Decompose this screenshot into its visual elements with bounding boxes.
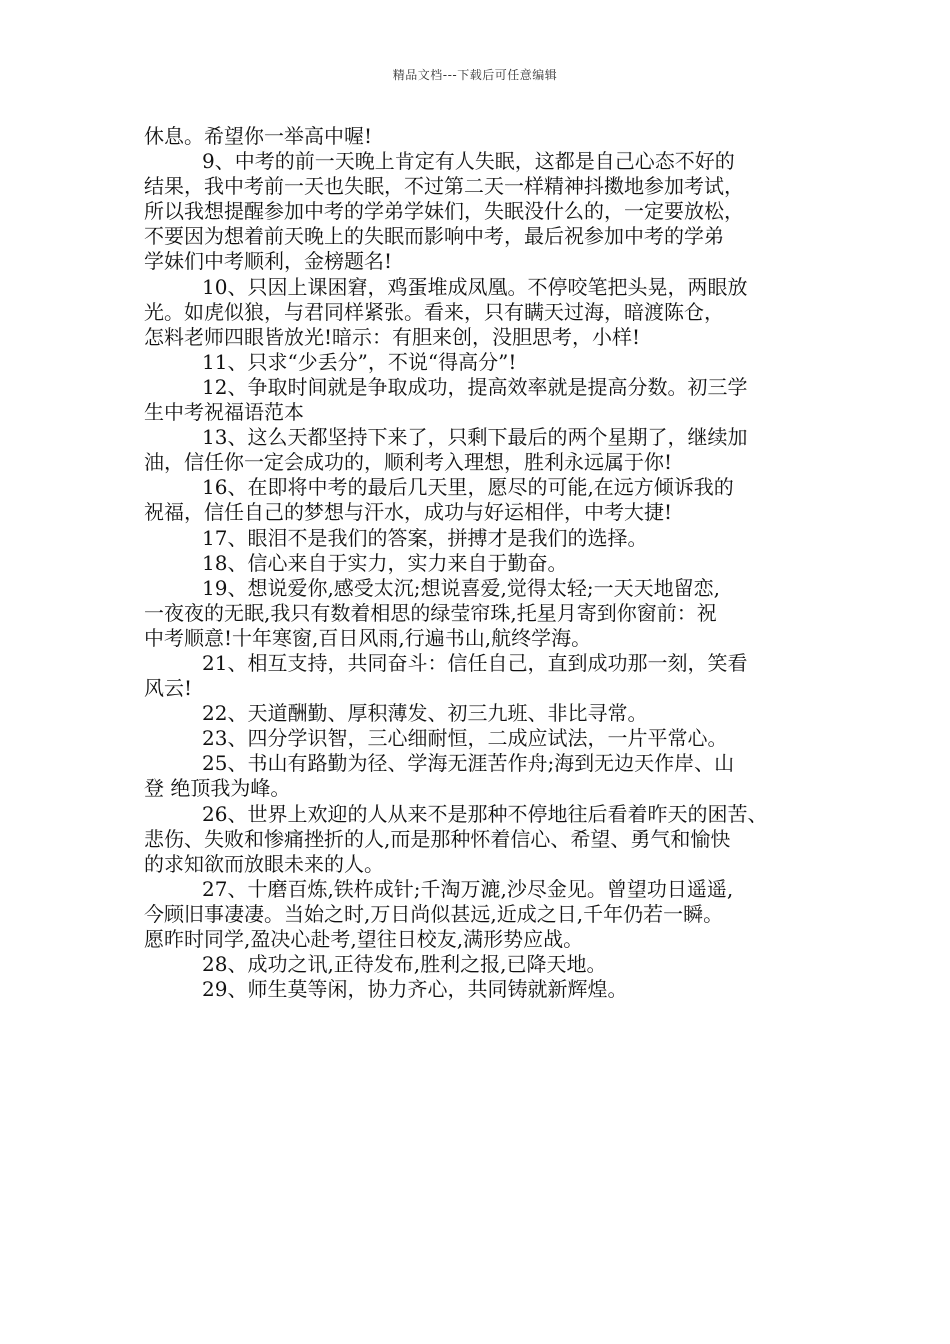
document-body [144,124,814,1002]
text-line: 生中考祝福语范本 [144,400,304,425]
page-header: 精品文档---下载后可任意编辑 [392,68,558,82]
text-line: 17、眼泪不是我们的答案，拼搏才是我们的选择。 [202,525,648,550]
text-line: 的求知欲而放眼未来的人。 [144,851,384,876]
text-line: 19、想说爱你,感受太沉;想说喜爱,觉得太轻;一天天地留恋, [202,575,720,600]
text-line: 16、在即将中考的最后几天里，愿尽的可能,在远方倾诉我的 [202,475,734,500]
text-line: 26、世界上欢迎的人从来不是那种不停地往后看着昨天的困苦、 [202,801,768,826]
text-line: 10、只因上课困窘，鸡蛋堆成凤凰。不停咬笔把头晃，两眼放 [202,274,748,299]
text-line: 11、只求“少丢分”，不说“得高分”! [202,349,517,374]
text-line: 29、师生莫等闲，协力齐心，共同铸就新辉煌。 [202,977,628,1002]
text-line: 12、争取时间就是争取成功，提高效率就是提高分数。初三学 [202,374,748,399]
text-line: 27、十磨百炼,铁杵成针;千淘万漉,沙尽金见。曾望功日遥遥, [202,876,734,901]
text-line: 25、书山有路勤为径、学海无涯苦作舟;海到无边天作岸、山 [202,751,735,776]
text-line: 今顾旧事凄凄。当始之时,万日尚似甚远,近成之日,千年仍若一瞬。 [144,901,724,926]
text-line: 登 绝顶我为峰。 [144,776,291,801]
text-line: 9、中考的前一天晚上肯定有人失眠，这都是自己心态不好的 [202,149,735,174]
text-line: 所以我想提醒参加中考的学弟学妹们，失眠没什么的，一定要放松， [144,199,744,224]
text-line: 23、四分学识智，三心细耐恒，二成应试法，一片平常心。 [202,726,728,751]
text-line: 13、这么天都坚持下来了，只剩下最后的两个星期了，继续加 [202,425,748,450]
text-line: 怎料老师四眼皆放光!暗示：有胆来创，没胆思考，小样! [144,324,641,349]
text-line: 28、成功之讯,正待发布,胜利之报,已降天地。 [202,952,607,977]
text-line: 油，信任你一定会成功的，顺利考入理想，胜利永远属于你! [144,450,673,475]
text-line: 悲伤、失败和惨痛挫折的人,而是那种怀着信心、希望、勇气和愉快 [144,826,731,851]
text-line: 18、信心来自于实力，实力来自于勤奋。 [202,550,568,575]
text-line: 结果，我中考前一天也失眠，不过第二天一样精神抖擞地参加考试， [144,174,744,199]
text-line: 学妹们中考顺利，金榜题名! [144,249,393,274]
text-line: 不要因为想着前天晚上的失眠而影响中考，最后祝参加中考的学弟 [144,224,724,249]
text-line: 休息。希望你一举高中喔! [144,124,373,148]
text-line: 中考顺意!十年寒窗,百日风雨,行遍书山,航终学海。 [144,625,592,650]
text-line: 22、天道酬勤、厚积薄发、初三九班、非比寻常。 [202,701,648,726]
text-line: 光。如虎似狼，与君同样紧张。看来，只有瞒天过海，暗渡陈仓， [144,299,724,324]
text-line: 风云! [144,676,193,701]
text-line: 21、相互支持，共同奋斗：信任自己，直到成功那一刻，笑看 [202,650,748,675]
text-line: 祝福，信任自己的梦想与汗水，成功与好运相伴，中考大捷! [144,500,673,525]
text-line: 愿昨时同学,盈决心赴考,望往日校友,满形势应战。 [144,927,584,951]
text-line: 一夜夜的无眠,我只有数着相思的绿莹帘珠,托星月寄到你窗前：祝 [144,600,717,625]
